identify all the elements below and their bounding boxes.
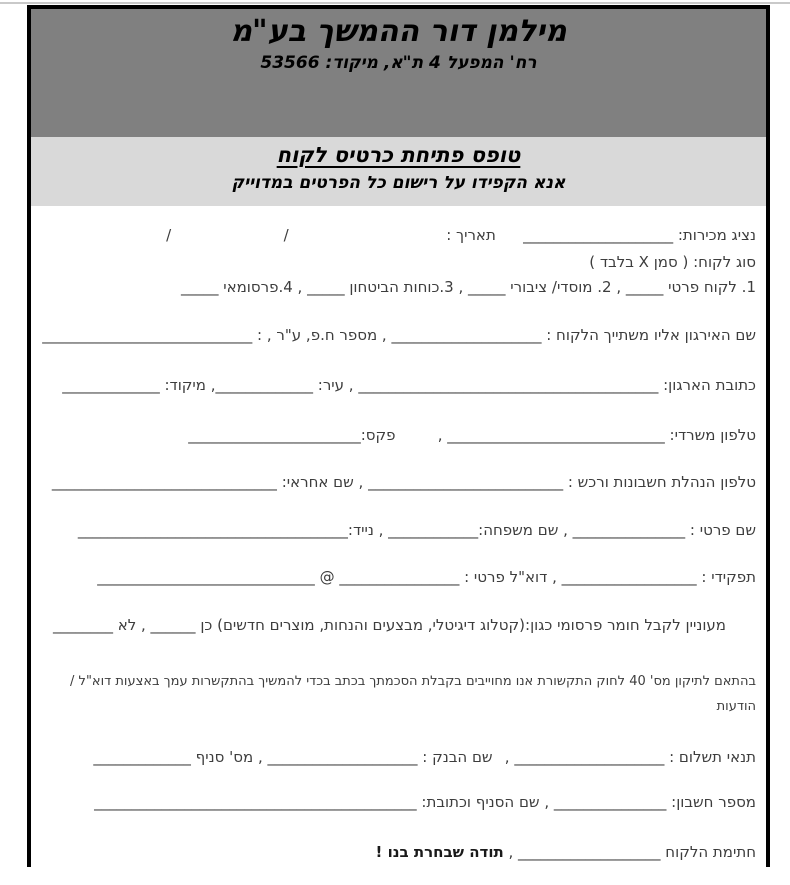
telecom-law-notice-line: בהתאם לתיקון מס' 40 לחוק התקשורת אנו מחוייבים בקבלת הסכמתך בכתב בכדי להמשיך בהתקשרות עמך באצעות דוא"ל / הודעות <box>70 674 756 714</box>
payment-terms-bank-line: תנאי תשלום : ____________________ , שם הבנק : ____________________ , מס' סניף _____________ <box>93 748 756 766</box>
company-name: מילמן דור ההמשך בע"מ <box>230 14 567 49</box>
form-title-band <box>31 137 766 206</box>
office-phone-fax-line: טלפון משרדי: _____________________________ , פקס:_______________________ <box>188 426 756 444</box>
organization-name-line: שם האירגון אליו משתייך הלקוח : ____________________ , מספר ח.פ, ע"ר , : ____________________________ <box>42 326 756 344</box>
form-title: טופס פתיחת כרטיס לקוח <box>276 143 521 167</box>
form-body <box>31 206 766 885</box>
page-top-rule <box>0 2 790 4</box>
accounting-phone-line: טלפון הנהלת חשבונות ורכש : __________________________ , שם אחראי: ______________________________ <box>51 473 756 491</box>
marketing-consent-line: מעוניין לקבל חומר פרסומי כגון:(קטלוג דיגיטלי, מבצעים והנחות, מוצרים חדשים) כן ______ , לא ________ <box>52 616 726 634</box>
thanks-note: תודה שבחרת בנו ! <box>375 843 504 861</box>
personal-name-line: שם פרטי : _______________ , שם משפחה:____________ , נייד:____________________________________ <box>77 521 756 539</box>
organization-address-line: כתובת הארגון: ________________________________________ , עיר: _____________, מיקוד: _____________ <box>62 376 756 394</box>
company-address: רח' המפעל 4 ת"א, מיקוד: 53566 <box>260 53 537 73</box>
company-header-band <box>31 9 766 137</box>
form-page <box>27 5 770 867</box>
role-email-line: תפקידי : __________________ , דוא"ל פרטי : ________________ @ _____________________________ <box>97 568 756 586</box>
customer-type-label-line: סוג לקוח: ( סמן X בלבד ) <box>589 253 756 271</box>
signature-line <box>57 840 756 865</box>
customer-type-options-line: 1. לקוח פרטי _____ , 2. מוסדי/ ציבורי _____ , 3.כוחות הביטחון _____ , 4.פרסומאי _____ <box>180 278 756 296</box>
sales-rep-date-line: נציג מכירות: ____________________ תאריך : / / <box>166 226 756 244</box>
form-subtitle: אנא הקפידו על רישום כל הפרטים במדוייק <box>231 173 566 193</box>
account-number-branch-line: מספר חשבון: _______________ , שם הסניף וכתובת: ___________________________________________ <box>94 793 756 811</box>
signature-prefix: חתימת הלקוח ___________________ , <box>503 843 756 861</box>
